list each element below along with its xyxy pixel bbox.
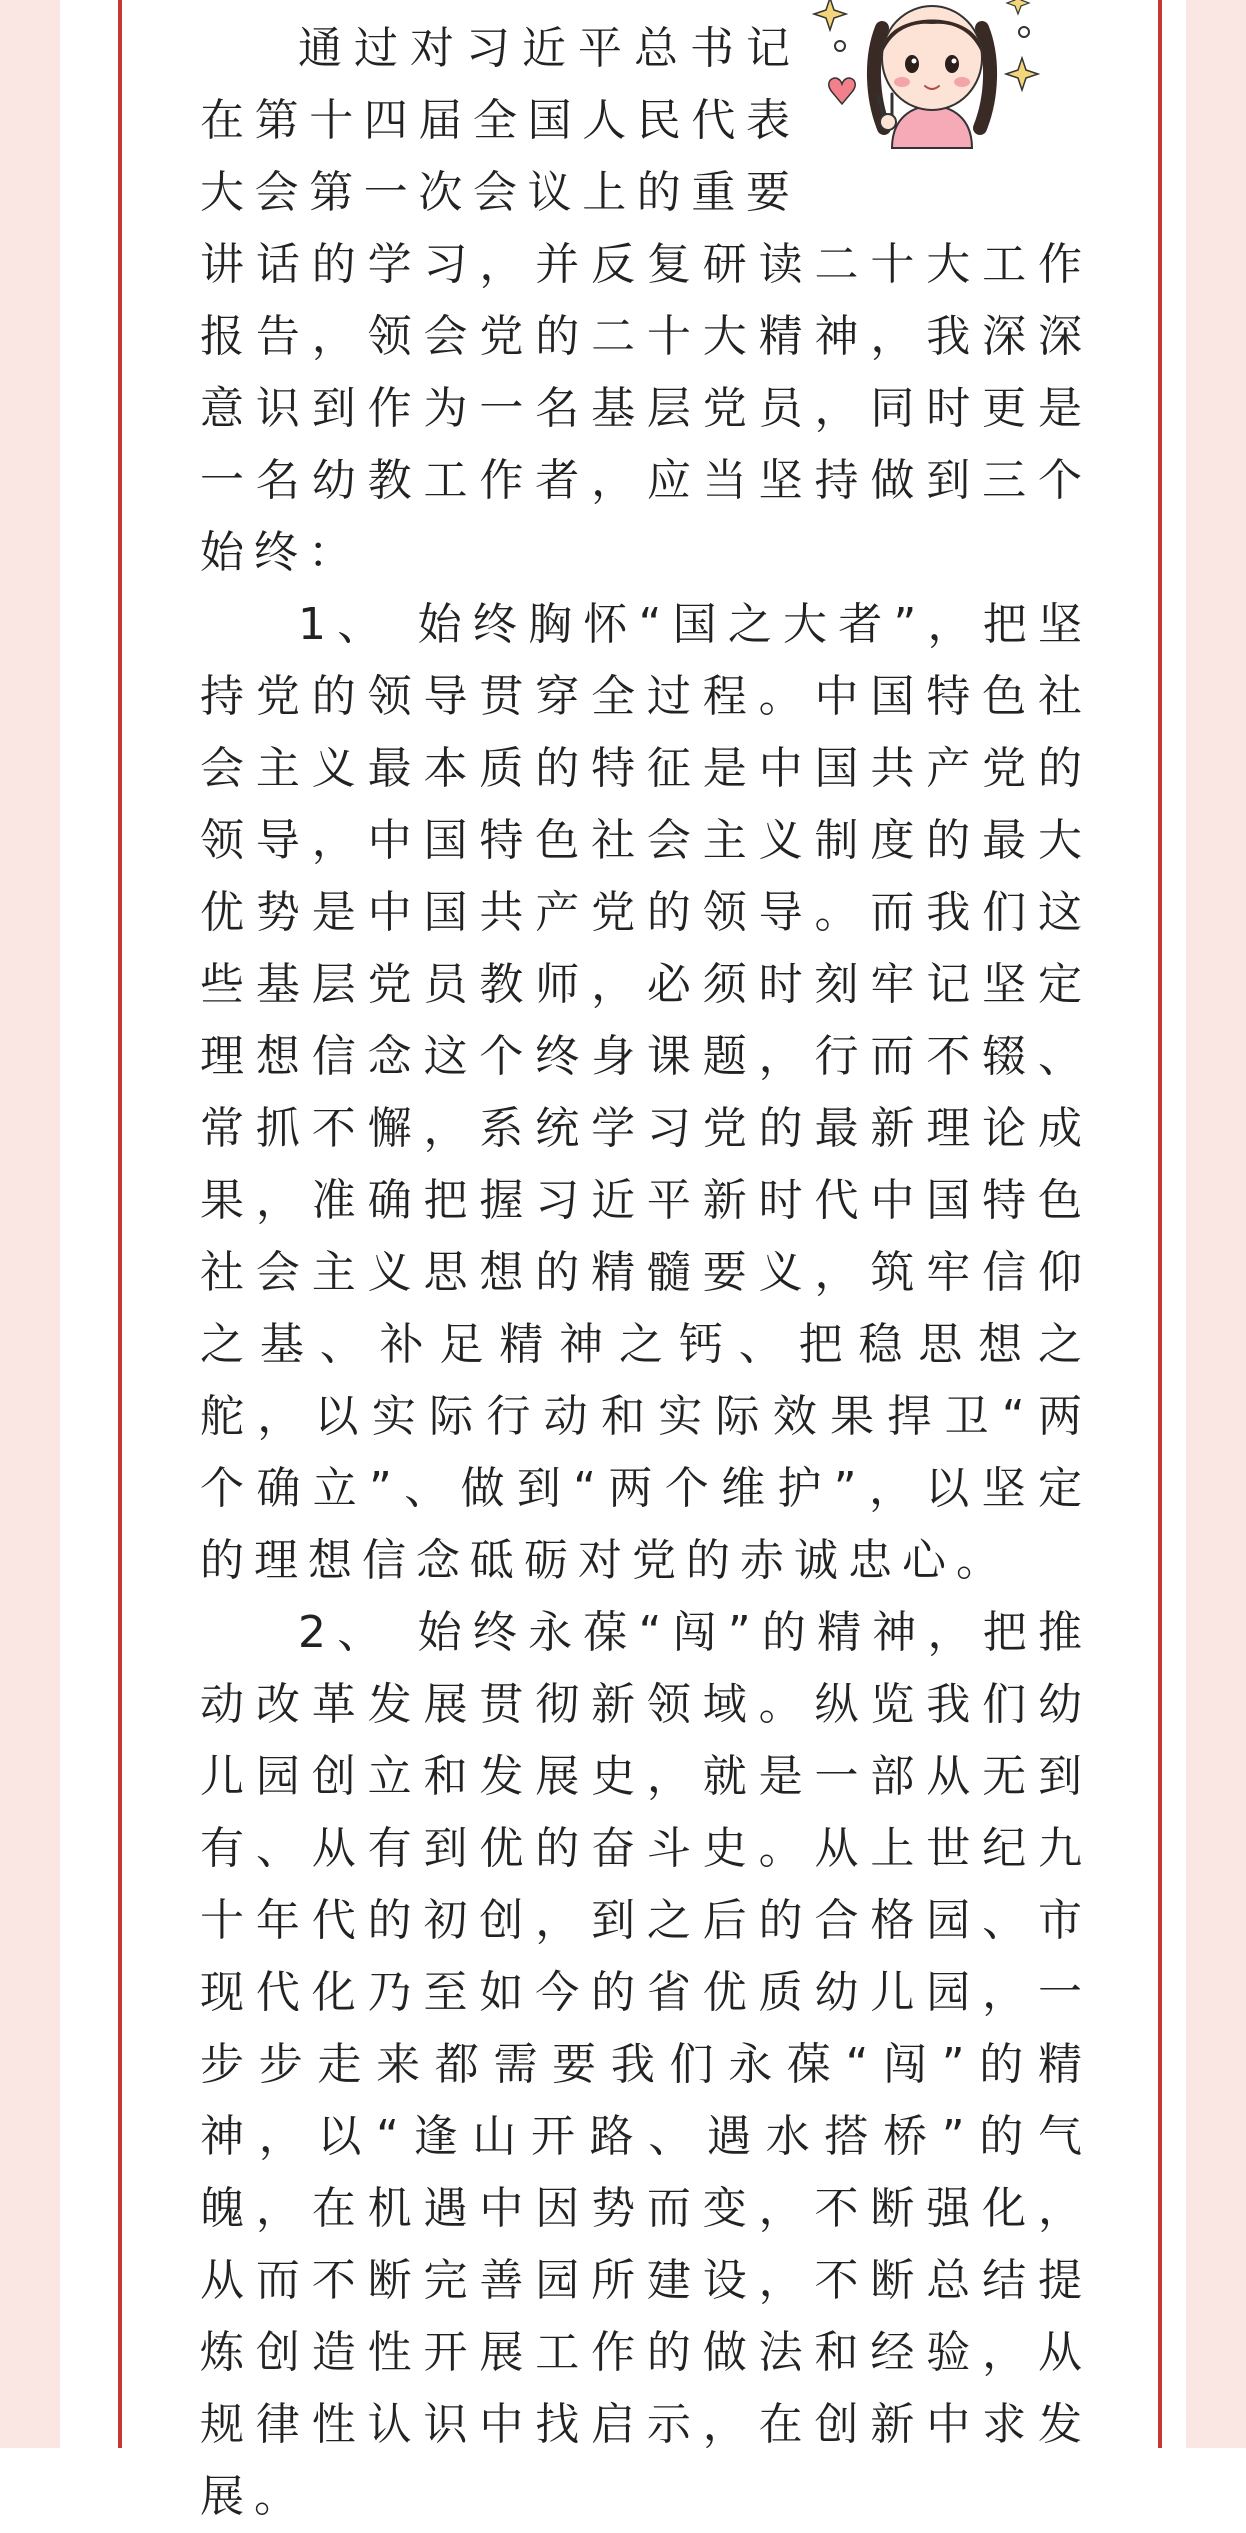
cartoon-girl-icon: [812, 0, 1052, 148]
left-side-band: [0, 0, 60, 2448]
paragraph-point-1: 1、 始终胸怀“国之大者”，把坚持党的领导贯穿全过程。中国特色社会主义最本质的特征是中国共产党的领导，中国特色社会主义制度的最大优势是中国共产党的领导。而我们这些基层党员教师，必须时刻牢记坚定理想信念这个终身课题，行而不辍、常抓不懈，系统学习党的最新理论成果，准确把握习近平新时代中国特色社会主义思想的精髓要义，筑牢信仰之基、补足精神之钙、把稳思想之舵，以实际行动和实际效果捍卫“两个确立”、做到“两个维护”，以坚定的理想信念砥砺对党的赤诚忠心。: [200, 599, 1092, 1586]
illustration-wrap: [800, 0, 1092, 216]
paragraph-point-2: 2、 始终永葆“闯”的精神，把推动改革发展贯彻新领域。纵览我们幼儿园创立和发展史，就是一部从无到有、从有到优的奋斗史。从上世纪九十年代的初创，到之后的合格园、市现代化乃至如今的省优质幼儿园，一步步走来都需要我们永葆“闯”的精神，以“逢山开路、遇水搭桥”的气魄，在机遇中因势而变，不断强化，从而不断完善园所建设，不断总结提炼创造性开展工作的做法和经验，从规律性认识中找启示，在创新中求发展。: [200, 1607, 1092, 2522]
paragraph-intro: 通过对习近平总书记在第十四届全国人民代表大会第一次会议上的重要讲话的学习，并反复研读二十大工作报告，领会党的二十大精神，我深深意识到作为一名基层党员，同时更是一名幼教工作者，应当坚持做到三个始终：: [200, 23, 1092, 578]
left-red-border: [118, 0, 122, 2448]
right-red-border: [1158, 0, 1162, 2448]
right-side-band: [1186, 0, 1246, 2448]
article-body: [200, 0, 1092, 2522]
